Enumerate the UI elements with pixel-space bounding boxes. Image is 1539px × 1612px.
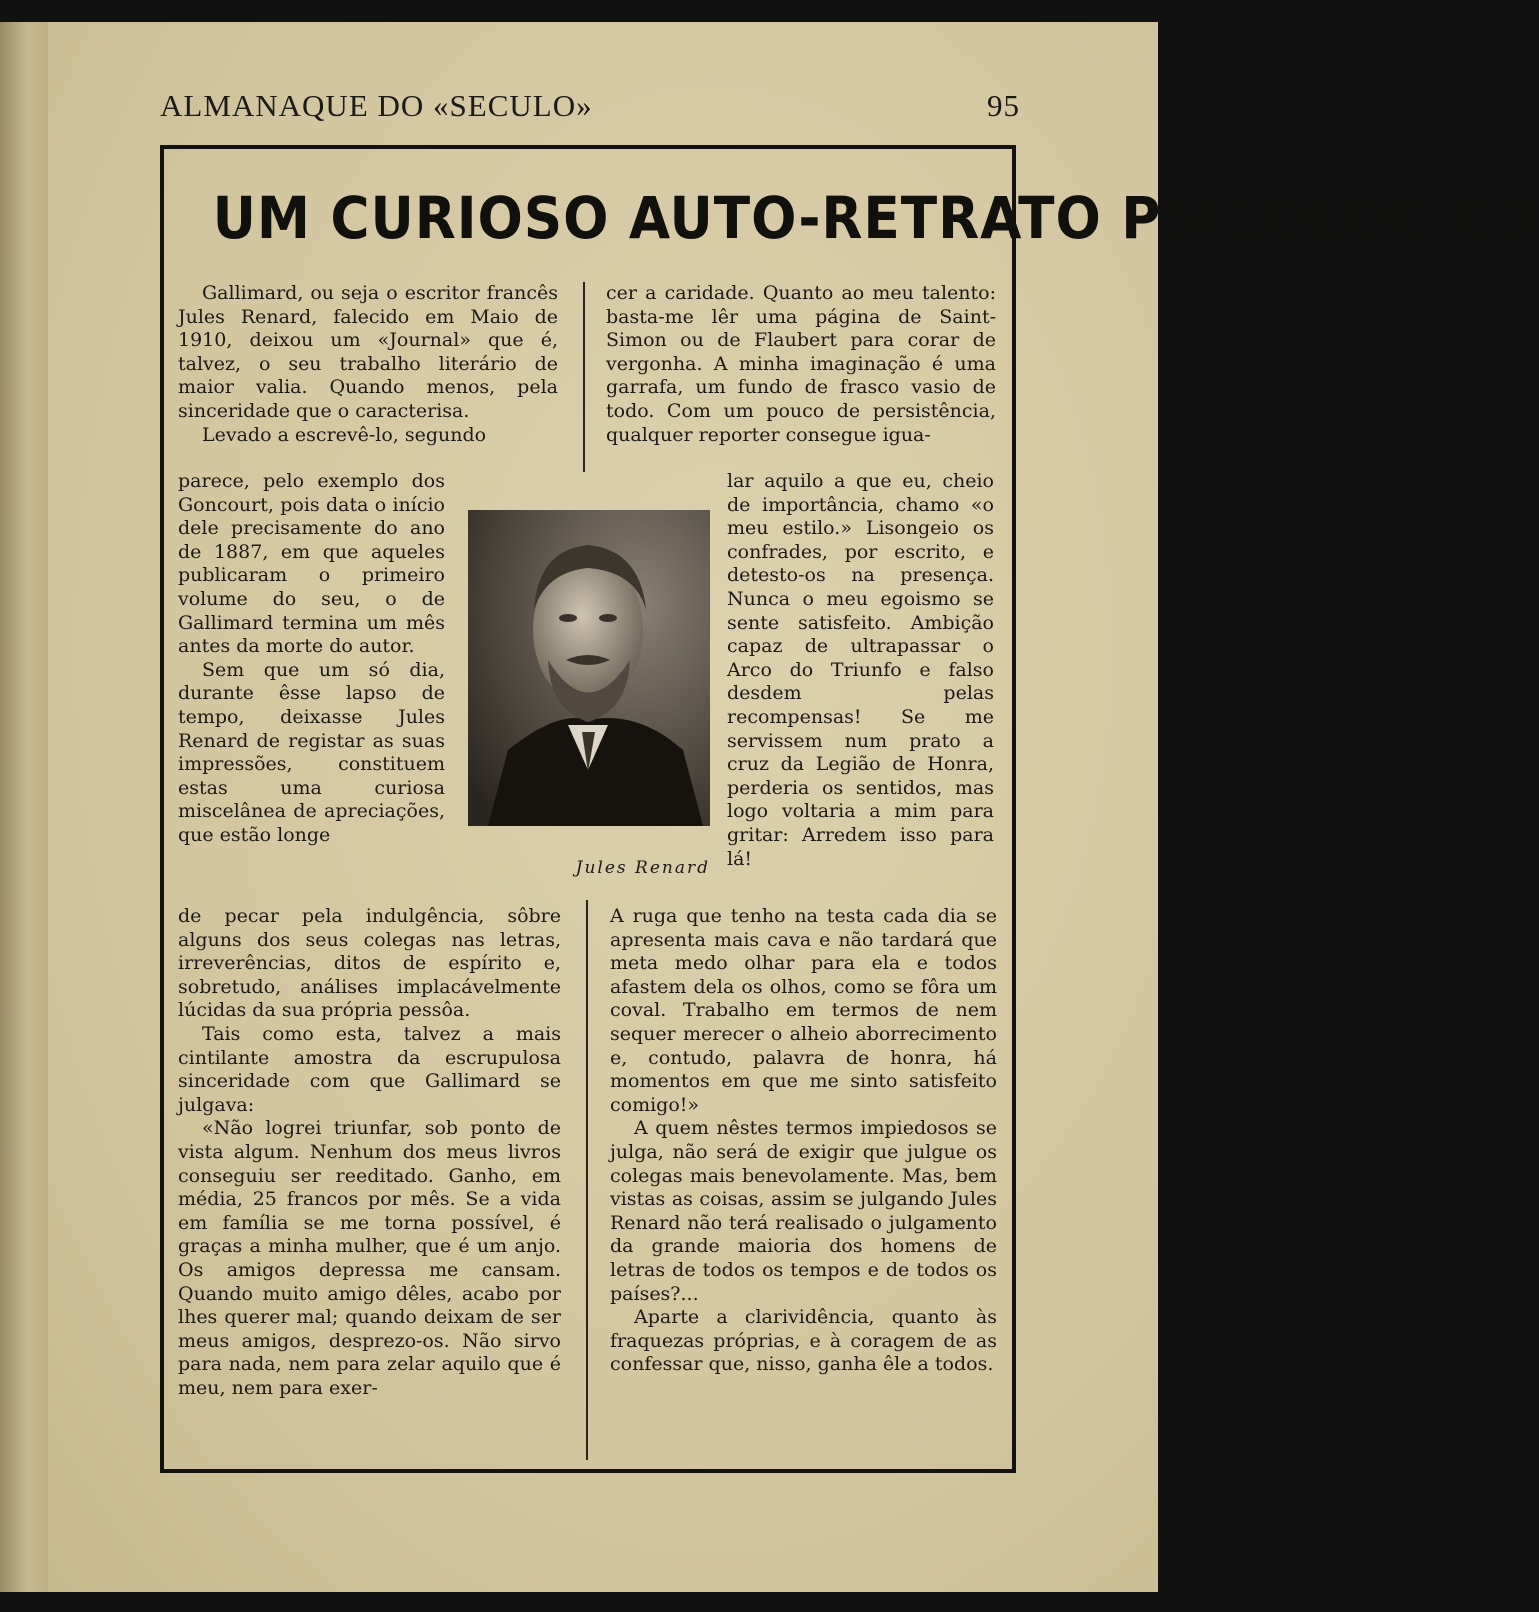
running-header — [160, 88, 1020, 132]
left-column-bottom — [178, 905, 561, 1400]
paragraph: Aparte a clarividência, quanto às fraquezas próprias, e à coragem de as confessar que, nisso, ganha êle a todos. — [610, 1306, 997, 1376]
right-column-top — [606, 282, 996, 447]
photo-caption: Jules Renard — [575, 858, 710, 878]
article-headline: UM CURIOSO AUTO-RETRATO PSICOLÓGICO — [212, 184, 1539, 252]
portrait-illustration — [468, 510, 710, 826]
right-column-bottom — [610, 905, 997, 1377]
left-column-wrap — [178, 470, 445, 848]
page-number: 95 — [987, 88, 1020, 123]
column-rule — [586, 900, 588, 1460]
paragraph: A quem nêstes termos impiedosos se julga, não será de exigir que julgue os colegas mais benevolamente. Mas, bem vistas as coisas, assim se julgando Jules Renard não terá realisado o julgamento da grande maioria dos homens de letras de todos os tempos e de todos os países?... — [610, 1117, 997, 1305]
right-column-wrap — [727, 470, 994, 871]
paragraph: Gallimard, ou seja o escritor francês Jules Renard, falecido em Maio de 1910, deixou um «Journal» que é, talvez, o seu trabalho literário de maior valia. Quando menos, pela sinceridade que o caracterisa. — [178, 282, 558, 422]
column-rule — [583, 282, 585, 472]
paragraph: parece, pelo exemplo dos Goncourt, pois data o início dele precisamente do ano de 1887, em que aqueles publicaram o primeiro volume do seu, o de Gallimard termina um mês antes da morte do autor. — [178, 470, 445, 658]
paragraph: cer a caridade. Quanto ao meu talento: basta-me lêr uma página de Saint-Simon ou de Flaubert para corar de vergonha. A minha imaginação é uma garrafa, um fundo de frasco vasio de todo. Com um pouco de persistência, qualquer reporter consegue igua- — [606, 282, 996, 446]
paragraph: A ruga que tenho na testa cada dia se apresenta mais cava e não tardará que meta medo olhar para ela e todos afastem dela os olhos, como se fôra um coval. Trabalho em termos de nem sequer merecer o alheio aborrecimento e, contudo, palavra de honra, há momentos em que me sinto satisfeito comigo!» — [610, 905, 997, 1116]
paragraph: Tais como esta, talvez a mais cintilante amostra da escrupulosa sinceridade com que Gallimard se julgava: — [178, 1022, 561, 1116]
paragraph: «Não logrei triunfar, sob ponto de vista algum. Nenhum dos meus livros conseguiu ser reeditado. Ganho, em média, 25 francos por mês. Se a vida em família se me torna possível, é graças a minha mulher, que é um anjo. Os amigos depressa me cansam. Quando muito amigo dêles, acabo por lhes querer mal; quando deixam de ser meus amigos, desprezo-os. Não sirvo para nada, nem para zelar aquilo que é meu, nem para exer- — [178, 1117, 561, 1399]
book-spine — [0, 22, 52, 1592]
paragraph: Sem que um só dia, durante êsse lapso de tempo, deixasse Jules Renard de registar as suas impressões, constituem estas uma curiosa miscelânea de apreciações, que estão longe — [178, 658, 445, 846]
left-column-top — [178, 282, 558, 447]
paragraph: lar aquilo a que eu, cheio de importância, chamo «o meu estilo.» Lisongeio os confrades, por escrito, e detesto-os na presença. Nunca o meu egoismo se sente satisfeito. Ambição capaz de ultrapassar o Arco do Triunfo e falso desdem pelas recompensas! Se me servissem num prato a cruz da Legião de Honra, perderia os sentidos, mas logo voltaria a mim para gritar: Arredem isso para lá! — [727, 470, 994, 870]
portrait-photo — [468, 510, 710, 826]
publication-title: ALMANAQUE DO «SECULO» — [160, 88, 593, 123]
paragraph: Levado a escrevê-lo, segundo — [202, 423, 487, 446]
paragraph: de pecar pela indulgência, sôbre alguns dos seus colegas nas letras, irreverências, ditos de espírito e, sobretudo, análises implacávelmente lúcidas da sua própria pessôa. — [178, 905, 561, 1022]
